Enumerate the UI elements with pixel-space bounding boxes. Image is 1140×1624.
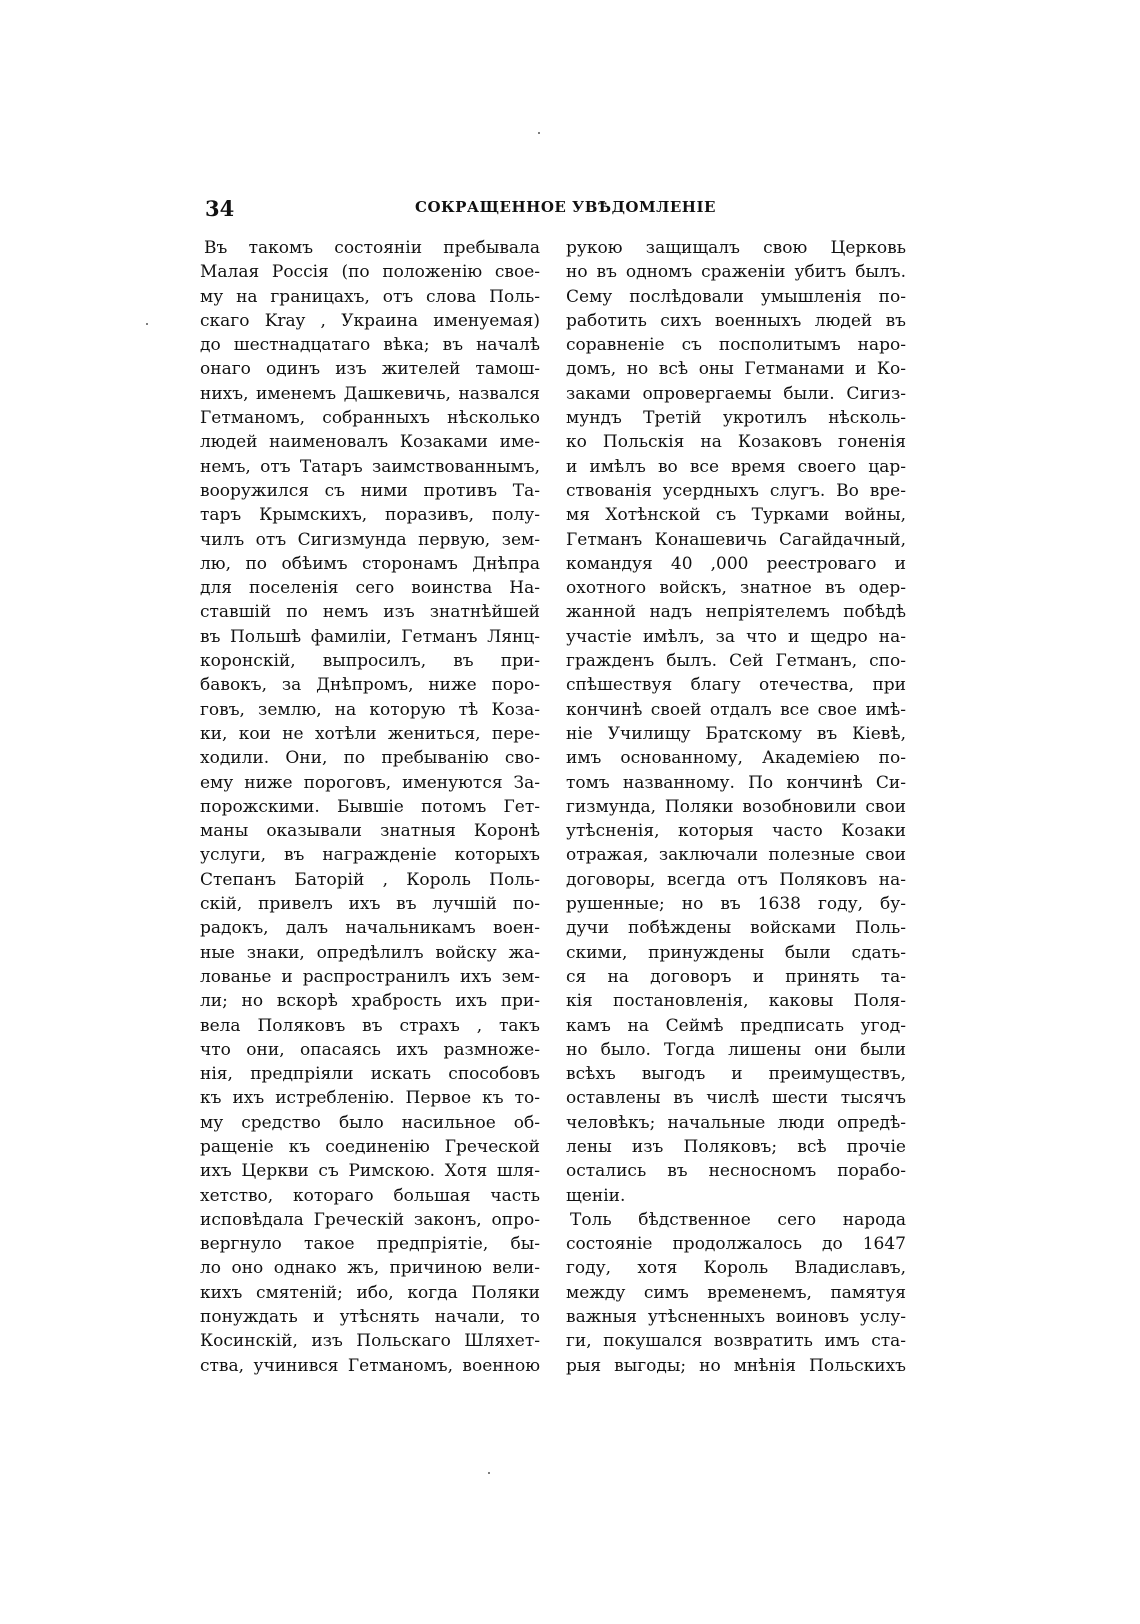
text-line: спѣшествуя благу отечества, при xyxy=(566,675,906,696)
text-line: что они, опасаясь ихъ размноже- xyxy=(200,1039,540,1060)
text-line: скими, принуждены были сдать- xyxy=(566,942,906,963)
text-line: жанной надъ непріятелемъ побѣдѣ xyxy=(566,602,906,623)
text-line: состояніе продолжалось до 1647 xyxy=(566,1234,906,1255)
text-line: вела Поляковъ въ страхъ , такъ xyxy=(200,1015,540,1036)
left-text-column xyxy=(200,236,540,1378)
text-line: ли; но вскорѣ храбрость ихъ при- xyxy=(200,991,540,1012)
text-line: важныя утѣсненныхъ воиновъ услу- xyxy=(566,1307,906,1328)
text-line: ко Польскія на Козаковъ гоненія xyxy=(566,432,906,453)
text-line: всѣхъ выгодъ и преимуществъ, xyxy=(566,1064,906,1085)
text-line: ходили. Они, по пребыванію сво- xyxy=(200,748,540,769)
text-line: нихъ, именемъ Дашкевичь, назвался xyxy=(200,383,540,404)
text-line: заками опровергаемы были. Сигиз- xyxy=(566,383,906,404)
text-line: году, хотя Король Владиславъ, xyxy=(566,1258,906,1279)
text-line: бавокъ, за Днѣпромъ, ниже поро- xyxy=(200,675,540,696)
right-text-column xyxy=(566,236,906,1378)
text-line: му на границахъ, отъ слова Поль- xyxy=(200,286,540,307)
text-line: ствованія усердныхъ слугъ. Во вре- xyxy=(566,480,906,501)
text-line: скаго Kray , Украина именуемая) xyxy=(200,310,540,331)
text-line: понуждать и утѣснять начали, то xyxy=(200,1307,540,1328)
text-line: камъ на Сеймѣ предписать угод- xyxy=(566,1015,906,1036)
text-line: ло оно однако жъ, причиною вели- xyxy=(200,1258,540,1279)
text-line: ращеніе къ соединенію Греческой xyxy=(200,1136,540,1157)
text-line: скій, привелъ ихъ въ лучшій по- xyxy=(200,894,540,915)
text-line: Гетманомъ, собранныхъ нѣсколько xyxy=(200,408,540,429)
text-line: остались въ несносномъ порабо- xyxy=(566,1161,906,1182)
text-line: ихъ Церкви съ Римскою. Хотя шля- xyxy=(200,1161,540,1182)
text-line: исповѣдала Греческій законъ, опро- xyxy=(200,1209,540,1230)
text-line: людей наименовалъ Козаками име- xyxy=(200,432,540,453)
text-line: таръ Крымскихъ, поразивъ, полу- xyxy=(200,505,540,526)
text-line: дучи побѣждены войсками Поль- xyxy=(566,918,906,939)
running-title: СОКРАЩЕННОЕ УВѢДОМЛЕНІЕ xyxy=(415,198,716,216)
text-line: гражденъ былъ. Сей Гетманъ, спо- xyxy=(566,651,906,672)
text-line: для поселенія сего воинства На- xyxy=(200,578,540,599)
text-line: Степанъ Баторій , Король Поль- xyxy=(200,869,540,890)
text-line: коронскій, выпросилъ, въ при- xyxy=(200,651,540,672)
text-line: участіе имѣлъ, за что и щедро на- xyxy=(566,626,906,647)
text-line: оставлены въ числѣ шести тысячъ xyxy=(566,1088,906,1109)
text-line: лю, по обѣимъ сторонамъ Днѣпра xyxy=(200,553,540,574)
text-line: му средство было насильное об- xyxy=(200,1112,540,1133)
text-line: чилъ отъ Сигизмунда первую, зем- xyxy=(200,529,540,550)
text-line: Сему послѣдовали умышленія по- xyxy=(566,286,906,307)
text-line: утѣсненія, которыя часто Козаки xyxy=(566,821,906,842)
text-line: гизмунда, Поляки возобновили свои xyxy=(566,796,906,817)
text-line: къ ихъ истребленію. Первое къ то- xyxy=(200,1088,540,1109)
text-line: услуги, въ награжденіе которыхъ xyxy=(200,845,540,866)
text-line: радокъ, далъ начальникамъ воен- xyxy=(200,918,540,939)
text-line: рыя выгоды; но мнѣнія Польскихъ xyxy=(566,1355,906,1376)
text-line: ные знаки, опредѣлилъ войску жа- xyxy=(200,942,540,963)
text-line: ки, кои не хотѣли жениться, пере- xyxy=(200,723,540,744)
text-line: онаго одинъ изъ жителей тамош- xyxy=(200,359,540,380)
text-line: домъ, но всѣ оны Гетманами и Ко- xyxy=(566,359,906,380)
text-line: Толь бѣдственное сего народа xyxy=(570,1209,906,1230)
text-line: лены изъ Поляковъ; всѣ прочіе xyxy=(566,1136,906,1157)
text-line: ніе Училищу Братскому въ Кіевѣ, xyxy=(566,723,906,744)
text-line: рушенные; но въ 1638 году, бу- xyxy=(566,894,906,915)
text-line: имъ основанному, Академіею по- xyxy=(566,748,906,769)
text-line: рукою защищалъ свою Церковь xyxy=(566,238,906,258)
text-line: мя Хотѣнской съ Турками войны, xyxy=(566,505,906,526)
text-line: договоры, всегда отъ Поляковъ на- xyxy=(566,869,906,890)
text-line: говъ, землю, на которую тѣ Коза- xyxy=(200,699,540,720)
text-line: человѣкъ; начальные люди опредѣ- xyxy=(566,1112,906,1133)
text-line: въ Польшѣ фамиліи, Гетманъ Лянц- xyxy=(200,626,540,647)
text-line: кія постановленія, каковы Поля- xyxy=(566,991,906,1012)
text-line: до шестнадцатаго вѣка; въ началѣ xyxy=(200,335,540,356)
text-line: работить сихъ военныхъ людей въ xyxy=(566,310,906,331)
scan-speck xyxy=(488,1472,490,1474)
text-line: ства, учинився Гетманомъ, военною xyxy=(200,1355,540,1376)
text-line: охотного войскъ, знатное въ одер- xyxy=(566,578,906,599)
text-line: вергнуло такое предпріятіе, бы- xyxy=(200,1234,540,1255)
text-line: ся на договоръ и принять та- xyxy=(566,966,906,987)
text-line: порожскими. Бывшіе потомъ Гет- xyxy=(200,796,540,817)
text-line: между симъ временемъ, памятуя xyxy=(566,1282,906,1303)
text-line: ставшій по немъ изъ знатнѣйшей xyxy=(200,602,540,623)
text-line: Въ такомъ состоянiи пребывала xyxy=(204,238,540,258)
text-line: немъ, отъ Татаръ заимствованнымъ, xyxy=(200,456,540,477)
text-line: ему ниже пороговъ, именуются За- xyxy=(200,772,540,793)
text-line: ги, покушался возвратить имъ ста- xyxy=(566,1331,906,1352)
text-line: лованье и распространилъ ихъ зем- xyxy=(200,966,540,987)
scan-speck xyxy=(538,132,540,134)
text-line: Косинскій, изъ Польскаго Шляхет- xyxy=(200,1331,540,1352)
text-line: нія, предпріяли искать способовъ xyxy=(200,1064,540,1085)
text-line: кончинѣ своей отдалъ все свое имѣ- xyxy=(566,699,906,720)
scan-speck xyxy=(146,323,148,325)
text-line: и имѣлъ во все время своего цар- xyxy=(566,456,906,477)
text-line: щеніи. xyxy=(566,1185,626,1206)
text-line: томъ названному. По кончинѣ Си- xyxy=(566,772,906,793)
text-line: Гетманъ Конашевичь Сагайдачный, xyxy=(566,529,906,550)
text-line: Малая Россія (по положенію свое- xyxy=(200,262,540,283)
text-line: маны оказывали знатныя Коронѣ xyxy=(200,821,540,842)
text-line: отражая, заключали полезные свои xyxy=(566,845,906,866)
text-line: соравненіе съ посполитымъ наро- xyxy=(566,335,906,356)
text-line: кихъ смятеній; ибо, когда Поляки xyxy=(200,1282,540,1303)
text-line: мундъ Третій укротилъ нѣсколь- xyxy=(566,408,906,429)
page-number: 34 xyxy=(205,196,235,221)
text-line: но въ одномъ сраженіи убитъ былъ. xyxy=(566,262,906,283)
text-line: но было. Тогда лишены они были xyxy=(566,1039,906,1060)
text-line: вооружился съ ними противъ Та- xyxy=(200,480,540,501)
text-line: хетство, котораго большая часть xyxy=(200,1185,540,1206)
text-line: командуя 40 ,000 реестроваго и xyxy=(566,553,906,574)
